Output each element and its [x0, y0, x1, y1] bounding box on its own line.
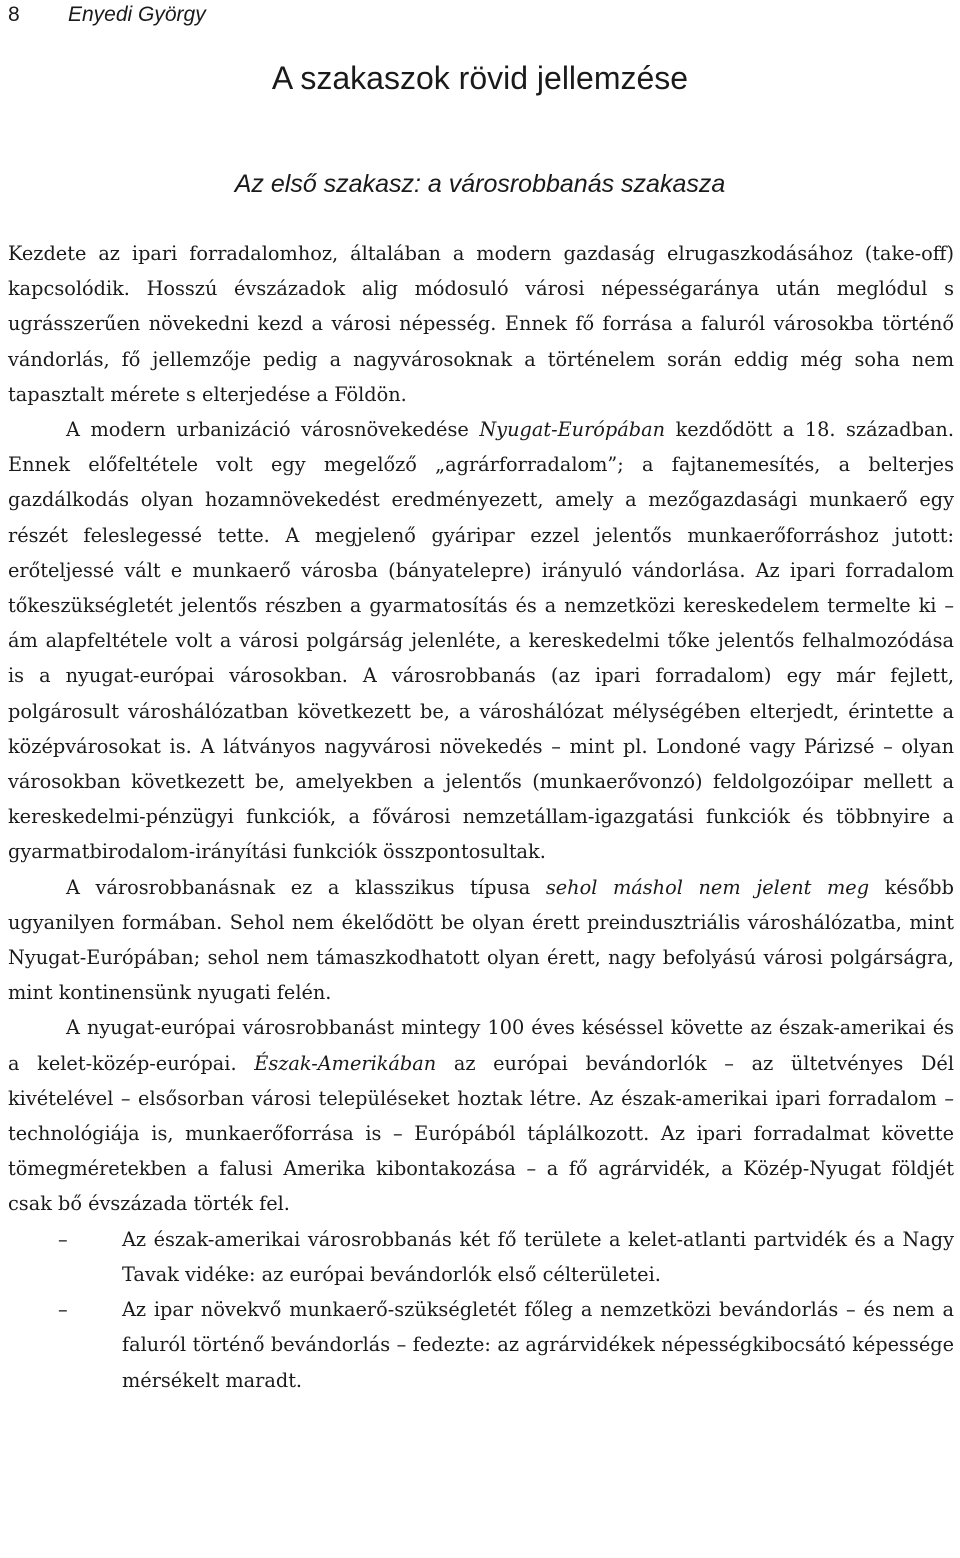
list-dash: –	[58, 1298, 68, 1322]
paragraph-4-text-end: az európai bevándorlók – az ültetvényes Dél kivételével – elsősorban városi településeket hoztak létre. Az észak-amerikai ipari forradalom – technológiája is, munkaerőforrása is – Európából táplálkozott. Az ipari forradalmat követte tömegméretekben a falusi Amerika kibontakozása – a fő agrárvidék, a Közép-Nyugat földjét csak bő évszázada törték fel.	[8, 1051, 954, 1216]
paragraph-3-emphasis: sehol máshol nem jelent meg	[545, 875, 870, 899]
paragraph-1: Kezdete az ipari forradalomhoz, általában a modern gazdaság elrugaszkodásához (take-off) kapcsolódik. Hosszú évszázadok alig módosuló városi népességaránya után meglódul s ugrásszerűen növekedni kezd a városi népesség. Ennek fő forrása a faluról városokba történő vándorlás, fő jellemzője pedig a nagyvárosoknak a történelem során eddig még soha nem tapasztalt mérete s elterjedése a Földön.	[8, 242, 954, 406]
list-dash: –	[58, 1227, 68, 1251]
paragraph-2-text-end: kezdődött a 18. században. Ennek előfeltétele volt egy megelőző „agrárforradalom”; a fajtanemesítés, a belterjes gazdálkodás olyan hozamnövekedést eredményezett, amely a mezőgazdasági munkaerő egy részét feleslegessé tette. A megjelenő gyáripar ezzel jelentős munkaerőforráshoz jutott: erőteljessé vált e munkaerő városba (bányatelepre) irányuló vándorlása. Az ipari forradalom tőkeszükségletét jelentős részben a gyarmatosítás és a nemzetközi kereskedelem termelte ki – ám alapfeltétele volt a városi polgárság jelenléte, a kereskedelmi tőke jelentős felhalmozódása is a nyugat-európai városokban. A városrobbanás (az ipari forradalom) egy már fejlett, polgárosult városhálózatban következett be, a városhálózat mélységében elterjedt, érintette a középvárosokat is. A látványos nagyvárosi növekedés – mint pl. Londoné vagy Párizsé – olyan városokban következett be, amelyekben a jelentős (munkaerővonzó) feldolgozóipar mellett a kereskedelmi-pénzügyi funkciók, a fővárosi nemzetállam-igazgatási funkciók és többnyire a gyarmatbirodalom-irányítási funkciók összpontosultak.	[8, 418, 954, 864]
paragraph-2	[8, 412, 954, 870]
dash-list	[8, 1222, 954, 1398]
list-item	[8, 1292, 954, 1398]
subsection-title: Az első szakasz: a városrobbanás szakasza	[234, 170, 726, 198]
paragraph-2-text-start: A modern urbanizáció városnövekedése	[66, 418, 480, 442]
paragraph-3-text-start: A városrobbanásnak ez a klasszikus típusa	[66, 875, 546, 899]
paragraph-4	[8, 1010, 954, 1221]
section-title: A szakaszok rövid jellemzése	[271, 60, 689, 96]
paragraph-3-text-end: később ugyanilyen formában. Sehol nem ékelődött be olyan érett preindusztriális városhálózatba, mint Nyugat-Európában; sehol nem támaszkodhatott olyan érett, nagy befolyású városi polgárságra, mint kontinensünk nyugati felén.	[8, 875, 954, 1005]
list-item-text: Az ipar növekvő munkaerő-szükségletét főleg a nemzetközi bevándorlás – és nem a faluról történő bevándorlás – fedezte: az agrárvidékek népességkibocsátó képessége mérsékelt maradt.	[122, 1298, 954, 1392]
paragraph-4-text-start: A nyugat-európai városrobbanást mintegy 100 éves késéssel követte az észak-amerikai és a kelet-közép-európai.	[8, 1016, 954, 1075]
paragraph-4-emphasis: Észak-Amerikában	[254, 1051, 437, 1075]
running-title: Enyedi György	[68, 3, 206, 26]
body-text	[8, 236, 954, 1398]
page-header	[8, 0, 206, 30]
page-number: 8	[8, 3, 20, 26]
paragraph-3	[8, 870, 954, 1011]
list-item-text: Az észak-amerikai városrobbanás két fő területe a kelet-atlanti partvidék és a Nagy Tavak vidéke: az európai bevándorlók első célterületei.	[122, 1227, 954, 1286]
list-item	[8, 1222, 954, 1292]
paragraph-2-emphasis: Nyugat-Európában	[479, 418, 666, 442]
